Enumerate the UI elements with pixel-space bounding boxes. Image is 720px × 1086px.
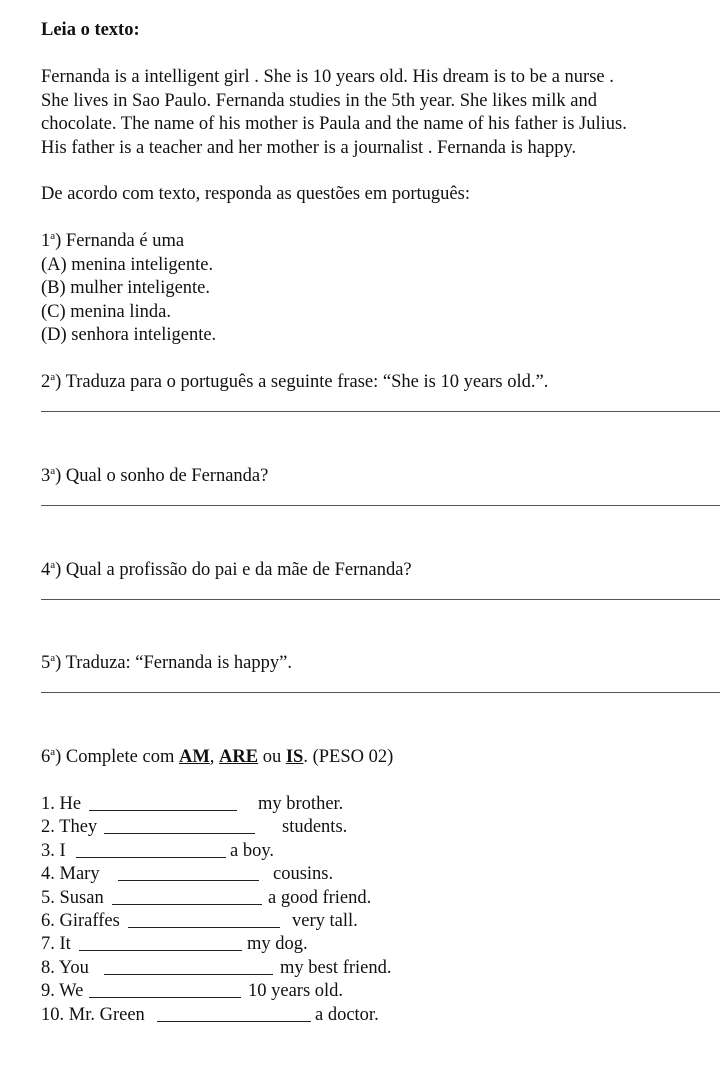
item-subject: 7. It xyxy=(41,934,71,954)
exercise-item xyxy=(41,933,720,957)
item-subject: 5. Susan xyxy=(41,888,104,908)
fill-blank[interactable] xyxy=(89,980,241,998)
passage-line: chocolate. The name of his mother is Paula and the name of his father is Julius. xyxy=(41,114,627,134)
exercise-item xyxy=(41,816,720,840)
exercise-item xyxy=(41,840,720,864)
question-number: 4 xyxy=(41,560,51,580)
item-rest: my best friend. xyxy=(280,958,392,978)
question-6 xyxy=(41,746,393,770)
fill-blank[interactable] xyxy=(112,887,262,905)
reading-passage xyxy=(41,66,627,160)
option-c: (C) menina linda. xyxy=(41,301,171,322)
fill-blank[interactable] xyxy=(104,816,255,834)
exercise-item xyxy=(41,1004,720,1028)
answer-line-2[interactable] xyxy=(41,411,720,412)
question-text: ) Qual a profissão do pai e da mãe de Fernanda? xyxy=(55,560,412,580)
option-are: ARE xyxy=(219,747,259,767)
item-rest: my brother. xyxy=(258,794,344,814)
ordinal-mark: a xyxy=(50,371,56,383)
item-rest: very tall. xyxy=(292,911,358,931)
passage-line: Fernanda is a intelligent girl . She is 10 years old. His dream is to be a nurse . xyxy=(41,67,614,87)
answer-line-5[interactable] xyxy=(41,692,720,693)
question-number: 3 xyxy=(41,466,51,486)
passage-line: She lives in Sao Paulo. Fernanda studies in the 5th year. She likes milk and xyxy=(41,90,597,111)
separator: , xyxy=(209,747,220,767)
exercise-item xyxy=(41,957,720,981)
question-text: ) Traduza para o português a seguinte frase: “She is 10 years old.”. xyxy=(55,372,549,392)
item-subject: 10. Mr. Green xyxy=(41,1005,145,1025)
exercise-item xyxy=(41,793,720,817)
exercise-item xyxy=(41,863,720,887)
item-rest: a doctor. xyxy=(315,1005,379,1025)
question-weight: . (PESO 02) xyxy=(303,747,394,767)
exercise-item xyxy=(41,980,720,1004)
fill-blank[interactable] xyxy=(104,957,273,975)
question-2 xyxy=(41,371,548,395)
question-text: ) Complete com xyxy=(55,747,179,767)
fill-blank[interactable] xyxy=(128,910,280,928)
question-1 xyxy=(41,230,216,348)
item-rest: students. xyxy=(282,817,348,837)
item-subject: 2. They xyxy=(41,817,98,837)
ordinal-mark: a xyxy=(50,652,56,664)
exercise-item xyxy=(41,910,720,934)
instruction: De acordo com texto, responda as questões em português: xyxy=(41,184,470,204)
question-3 xyxy=(41,465,268,489)
page-title: Leia o texto: xyxy=(41,20,140,40)
separator: ou xyxy=(258,747,286,767)
item-subject: 4. Mary xyxy=(41,864,100,884)
item-subject: 6. Giraffes xyxy=(41,911,120,931)
item-rest: my dog. xyxy=(247,934,308,954)
answer-line-3[interactable] xyxy=(41,505,720,506)
question-1-prompt xyxy=(41,230,216,254)
fill-blank[interactable] xyxy=(89,793,237,811)
option-b: (B) mulher inteligente. xyxy=(41,278,211,298)
question-text: ) Qual o sonho de Fernanda? xyxy=(55,466,269,486)
question-number: 5 xyxy=(41,653,51,673)
fill-blank[interactable] xyxy=(79,933,242,951)
option-is: IS xyxy=(285,747,304,767)
item-rest: a good friend. xyxy=(268,888,372,908)
question-4 xyxy=(41,559,412,583)
question-number: 6 xyxy=(41,747,51,767)
ordinal-mark: a xyxy=(50,230,56,242)
fill-blank[interactable] xyxy=(76,840,226,858)
item-subject: 8. You xyxy=(41,958,89,978)
question-text: ) Fernanda é uma xyxy=(55,231,185,251)
item-subject: 3. I xyxy=(41,841,66,861)
question-number: 2 xyxy=(41,372,51,392)
option-a: (A) menina inteligente. xyxy=(41,254,214,275)
fill-blank[interactable] xyxy=(118,863,259,881)
item-rest: 10 years old. xyxy=(248,981,344,1001)
question-text: ) Traduza: “Fernanda is happy”. xyxy=(55,653,292,673)
ordinal-mark: a xyxy=(50,465,56,477)
item-rest: cousins. xyxy=(273,864,334,884)
ordinal-mark: a xyxy=(50,746,56,758)
option-am: AM xyxy=(178,747,210,767)
ordinal-mark: a xyxy=(50,559,56,571)
item-subject: 1. He xyxy=(41,794,82,814)
question-5 xyxy=(41,652,292,676)
fill-blank[interactable] xyxy=(157,1004,311,1022)
answer-line-4[interactable] xyxy=(41,599,720,600)
option-d: (D) senhora inteligente. xyxy=(41,325,217,345)
passage-line: His father is a teacher and her mother is a journalist . Fernanda is happy. xyxy=(41,137,577,158)
item-subject: 9. We xyxy=(41,981,84,1001)
item-rest: a boy. xyxy=(230,841,275,861)
question-number: 1 xyxy=(41,231,51,251)
exercise-item xyxy=(41,887,720,911)
